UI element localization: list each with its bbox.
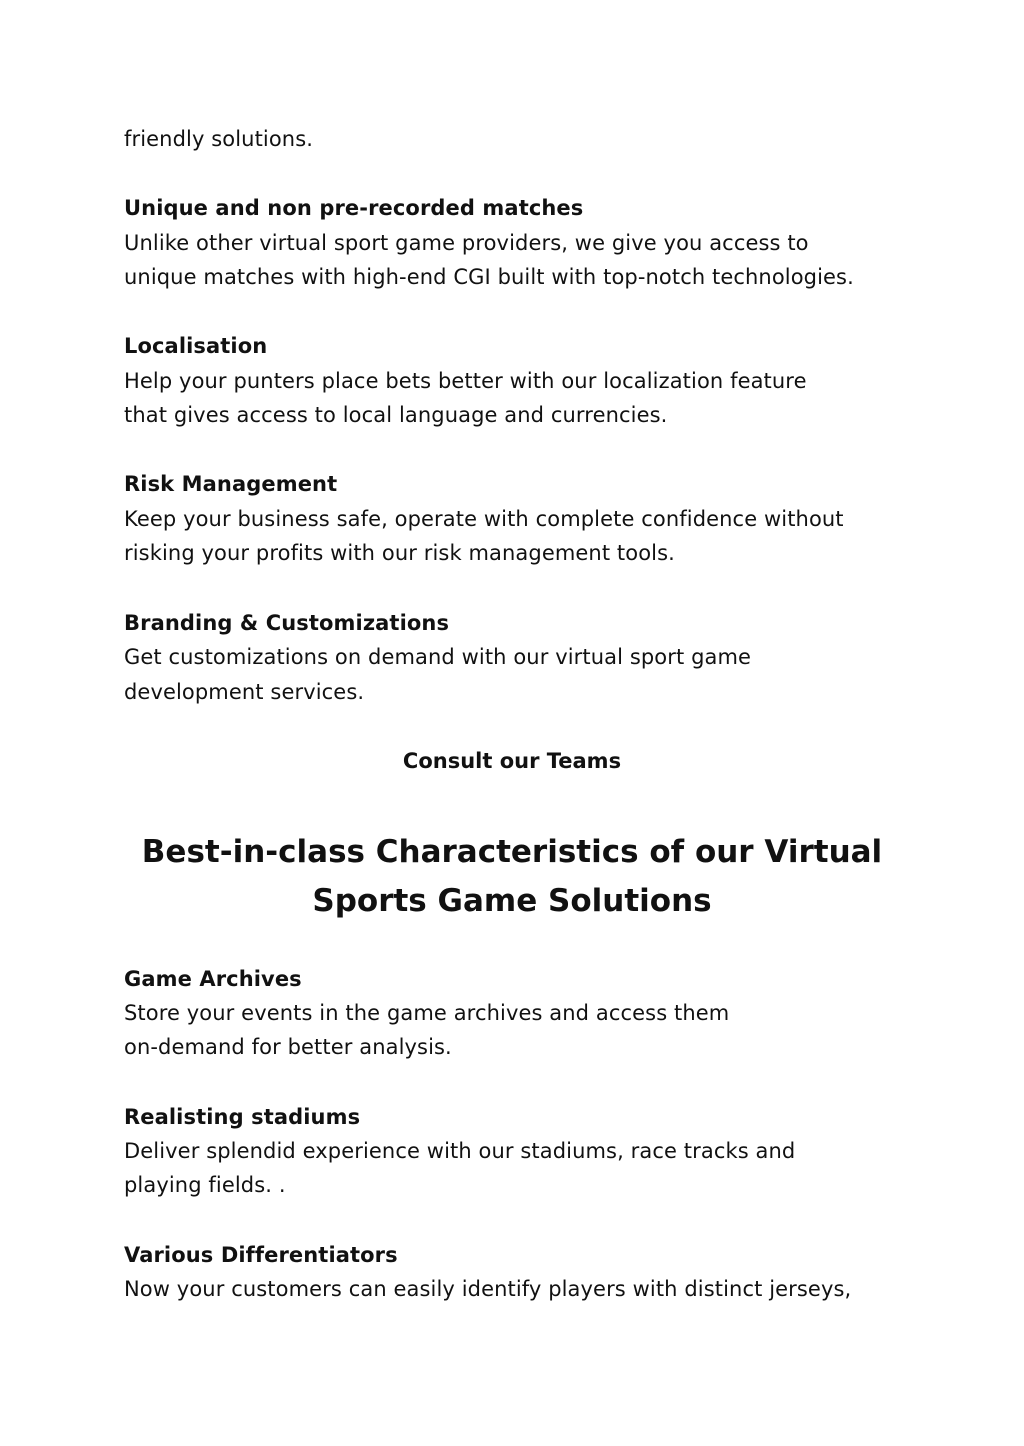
feature-heading-differentiators: Various Differentiators <box>124 1243 398 1267</box>
feature-text-differentiators-1: Now your customers can easily identify players with distinct jerseys, <box>124 1277 852 1301</box>
feature-heading-branding: Branding & Customizations <box>124 611 450 635</box>
section-title-line-2: Sports Game Solutions <box>312 883 712 919</box>
feature-text-stadiums-2: playing fields. . <box>124 1173 286 1197</box>
feature-heading-stadiums: Realisting stadiums <box>124 1105 361 1129</box>
consult-teams-link[interactable]: Consult our Teams <box>402 749 622 773</box>
feature-heading-localisation: Localisation <box>124 334 268 358</box>
feature-heading-game-archives: Game Archives <box>124 967 302 991</box>
feature-text-branding-2: development services. <box>124 680 365 704</box>
feature-text-unique-matches-1: Unlike other virtual sport game providers, we give you access to <box>124 231 809 255</box>
feature-heading-risk-management: Risk Management <box>124 472 338 496</box>
feature-text-branding-1: Get customizations on demand with our virtual sport game <box>124 645 752 669</box>
feature-text-game-archives-2: on-demand for better analysis. <box>124 1035 452 1059</box>
feature-text-risk-management-2: risking your profits with our risk management tools. <box>124 541 675 565</box>
intro-tail-text: friendly solutions. <box>124 127 314 151</box>
feature-text-stadiums-1: Deliver splendid experience with our stadiums, race tracks and <box>124 1139 796 1163</box>
section-title-line-1: Best-in-class Characteristics of our Virtual <box>141 834 883 870</box>
feature-text-risk-management-1: Keep your business safe, operate with complete confidence without <box>124 507 844 531</box>
feature-text-game-archives-1: Store your events in the game archives and access them <box>124 1001 730 1025</box>
feature-text-unique-matches-2: unique matches with high-end CGI built with top-notch technologies. <box>124 265 854 289</box>
feature-text-localisation-2: that gives access to local language and currencies. <box>124 403 668 427</box>
feature-heading-unique-matches: Unique and non pre-recorded matches <box>124 196 584 220</box>
feature-text-localisation-1: Help your punters place bets better with our localization feature <box>124 369 807 393</box>
